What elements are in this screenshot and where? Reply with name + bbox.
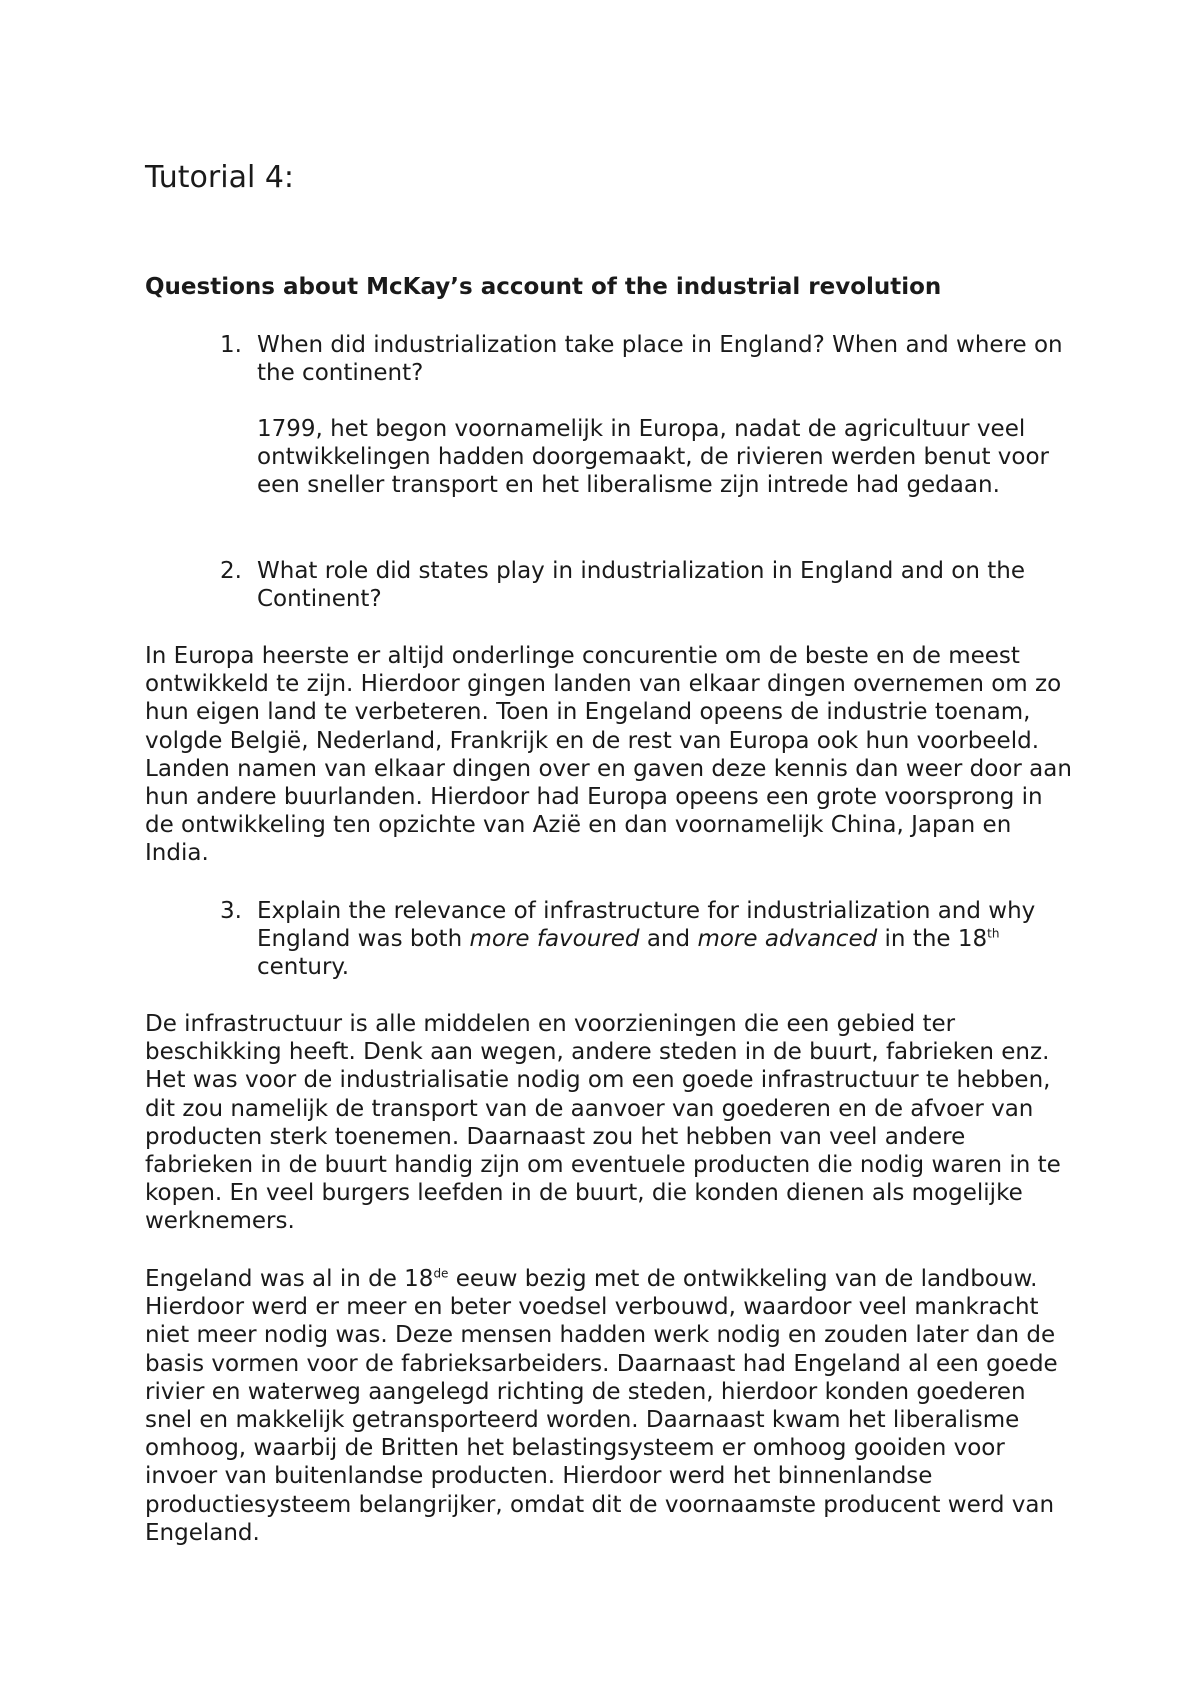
document-title: Tutorial 4: [145, 160, 295, 195]
question-2-number: 2. [220, 558, 242, 584]
question-1 [220, 331, 1120, 387]
question-3-text [257, 897, 1077, 982]
question-3-emphasis-advanced: more advanced [697, 926, 878, 953]
answer-3-paragraph-1: De infrastructuur is alle middelen en voorzieningen die een gebied ter beschikking heeft. Denk aan wegen, andere steden in de buurt, fabrieken enz. Het was voor de industrialisatie nodig om een goede infrastructuur te hebben, dit zou namelijk de transport van de aanvoer van goederen en de afvoer van producten sterk toenemen. Daarnaast zou het hebben van veel andere fabrieken in de buurt handig zijn om eventuele producten die nodig waren in te kopen. En veel burgers leefden in de buurt, die konden dienen als mogelijke werknemers. [145, 1011, 1061, 1235]
question-3-text-part1: Explain the relevance of infrastructure for industrialization and why England was both [257, 898, 1036, 953]
answer-1: 1799, het begon voornamelijk in Europa, nadat de agricultuur veel ontwikkelingen hadden doorgemaakt, de rivieren werden benut voor een sneller transport en het liberalisme zijn intrede had gedaan. [257, 416, 1049, 499]
question-3 [220, 897, 1120, 982]
question-2-text: What role did states play in industrialization in England and on the Continent? [257, 558, 1026, 613]
section-heading: Questions about McKay’s account of the industrial revolution [145, 274, 942, 300]
question-2 [220, 557, 1120, 613]
answer-3-paragraph-2-part2: eeuw bezig met de ontwikkeling van de landbouw. Hierdoor werd er meer en beter voedsel verbouwd, waardoor veel mankracht niet meer nodig was. Deze mensen hadden werk nodig en zouden later dan de basis vormen voor de fabrieksarbeiders. Daarnaast had Engeland al een goede rivier en waterweg aangelegd richting de steden, hierdoor konden goederen snel en makkelijk getransporteerd worden. Daarnaast kwam het liberalisme omhoog, waarbij de Britten het belastingsysteem er omhoog gooiden voor invoer van buitenlandse producten. Hierdoor werd het binnenlandse productiesysteem belangrijker, omdat dit de voornaamste producent werd van Engeland. [145, 1266, 1058, 1546]
question-1-text: When did industrialization take place in England? When and where on the continent? [257, 332, 1063, 387]
answer-2: In Europa heerste er altijd onderlinge concurentie om de beste en de meest ontwikkeld te zijn. Hierdoor gingen landen van elkaar dingen overnemen om zo hun eigen land te verbeteren. Toen in Engeland opeens de industrie toenam, volgde België, Nederland, Frankrijk en de rest van Europa ook hun voorbeeld. Landen namen van elkaar dingen over en gaven deze kennis dan weer door aan hun andere buurlanden. Hierdoor had Europa opeens een grote voorsprong in de ontwikkeling ten opzichte van Azië en dan voornamelijk China, Japan en India. [145, 643, 1072, 867]
answer-3-paragraph-2-part1: Engeland was al in de 18 [145, 1266, 434, 1292]
question-3-text-part3: in the 18 [877, 926, 988, 953]
question-3-emphasis-favoured: more favoured [469, 926, 640, 953]
question-3-superscript: th [987, 926, 1000, 941]
question-3-number: 3. [220, 898, 242, 924]
question-1-number: 1. [220, 332, 242, 358]
answer-3-superscript: de [433, 1266, 449, 1281]
question-3-text-part2: and [639, 926, 698, 953]
question-3-text-part4: century. [257, 954, 350, 981]
answer-3-paragraph-2 [145, 1265, 1075, 1547]
